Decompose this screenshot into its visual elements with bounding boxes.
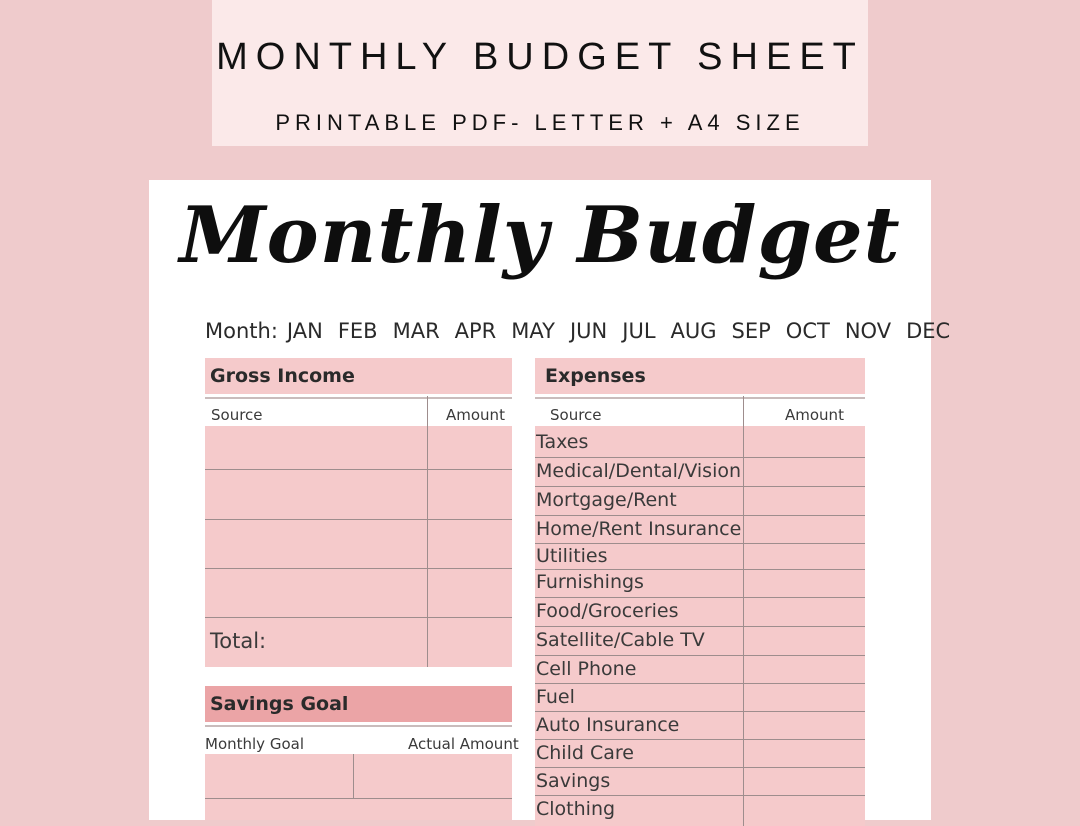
expense-item-savings: Savings: [536, 770, 611, 792]
gross-income-heading: Gross Income: [205, 358, 512, 394]
row-divider: [535, 569, 865, 570]
row-divider: [205, 469, 512, 470]
expense-item-taxes: Taxes: [536, 431, 589, 453]
expense-item-medical: Medical/Dental/Vision: [536, 460, 742, 482]
month-jan[interactable]: JAN: [286, 319, 323, 343]
expenses-col-amount: Amount: [785, 406, 844, 424]
savings-goal-heading: Savings Goal: [205, 686, 512, 722]
sheet-title: Monthly Budget: [179, 190, 901, 281]
row-divider: [205, 519, 512, 520]
budget-sheet: [149, 180, 951, 820]
divider: [535, 397, 865, 399]
divider: [205, 725, 512, 727]
month-feb[interactable]: FEB: [337, 319, 378, 343]
row-divider: [535, 515, 865, 516]
month-jun[interactable]: JUN: [569, 319, 608, 343]
gross-income-col-source: Source: [211, 406, 263, 424]
row-divider: [535, 457, 865, 458]
expense-item-utilities: Utilities: [536, 545, 608, 567]
month-label: Month:: [205, 319, 278, 343]
banner: [212, 0, 868, 146]
expense-item-furnishings: Furnishings: [536, 571, 644, 593]
row-divider: [205, 617, 512, 618]
row-divider: [535, 795, 865, 796]
expense-item-home-insurance: Home/Rent Insurance: [536, 518, 742, 540]
month-dec[interactable]: DEC: [906, 319, 951, 343]
banner-subtitle: PRINTABLE PDF- LETTER + A4 SIZE: [275, 110, 805, 135]
month-jul[interactable]: JUL: [622, 319, 656, 343]
expense-item-child-care: Child Care: [536, 742, 634, 764]
month-selector: [205, 316, 951, 346]
gross-income-col-amount: Amount: [446, 406, 505, 424]
row-divider: [535, 683, 865, 684]
row-divider: [535, 711, 865, 712]
month-mar[interactable]: MAR: [392, 319, 440, 343]
month-sep[interactable]: SEP: [731, 319, 771, 343]
expense-item-cell-phone: Cell Phone: [536, 658, 637, 680]
row-divider: [535, 767, 865, 768]
row-divider: [535, 739, 865, 740]
savings-col-monthly: Monthly Goal: [205, 735, 304, 753]
expense-item-fuel: Fuel: [536, 686, 575, 708]
expenses-heading: Expenses: [535, 358, 865, 394]
expense-item-clothing: Clothing: [536, 798, 616, 820]
expense-item-cable: Satellite/Cable TV: [536, 629, 705, 651]
month-apr[interactable]: APR: [454, 319, 497, 343]
expense-item-mortgage: Mortgage/Rent: [536, 489, 677, 511]
row-divider: [535, 543, 865, 544]
month-aug[interactable]: AUG: [670, 319, 717, 343]
row-divider: [205, 798, 512, 799]
row-divider: [535, 486, 865, 487]
expenses-col-source: Source: [550, 406, 602, 424]
row-divider: [535, 626, 865, 627]
gross-income-total-label: Total:: [210, 629, 267, 653]
col-divider: [353, 754, 354, 798]
divider: [205, 397, 512, 399]
col-divider: [743, 396, 744, 826]
col-divider: [427, 396, 428, 667]
month-nov[interactable]: NOV: [844, 319, 892, 343]
gross-income-table: [205, 426, 512, 667]
expense-item-auto-insurance: Auto Insurance: [536, 714, 680, 736]
col-divider: [427, 396, 428, 426]
row-divider: [535, 597, 865, 598]
banner-title: MONTHLY BUDGET SHEET: [216, 36, 864, 78]
expenses-table: [535, 426, 865, 826]
row-divider: [535, 655, 865, 656]
savings-col-actual: Actual Amount: [408, 735, 519, 753]
expense-item-food: Food/Groceries: [536, 600, 679, 622]
month-oct[interactable]: OCT: [785, 319, 830, 343]
savings-goal-body: [205, 754, 512, 820]
month-may[interactable]: MAY: [511, 319, 555, 343]
row-divider: [205, 568, 512, 569]
